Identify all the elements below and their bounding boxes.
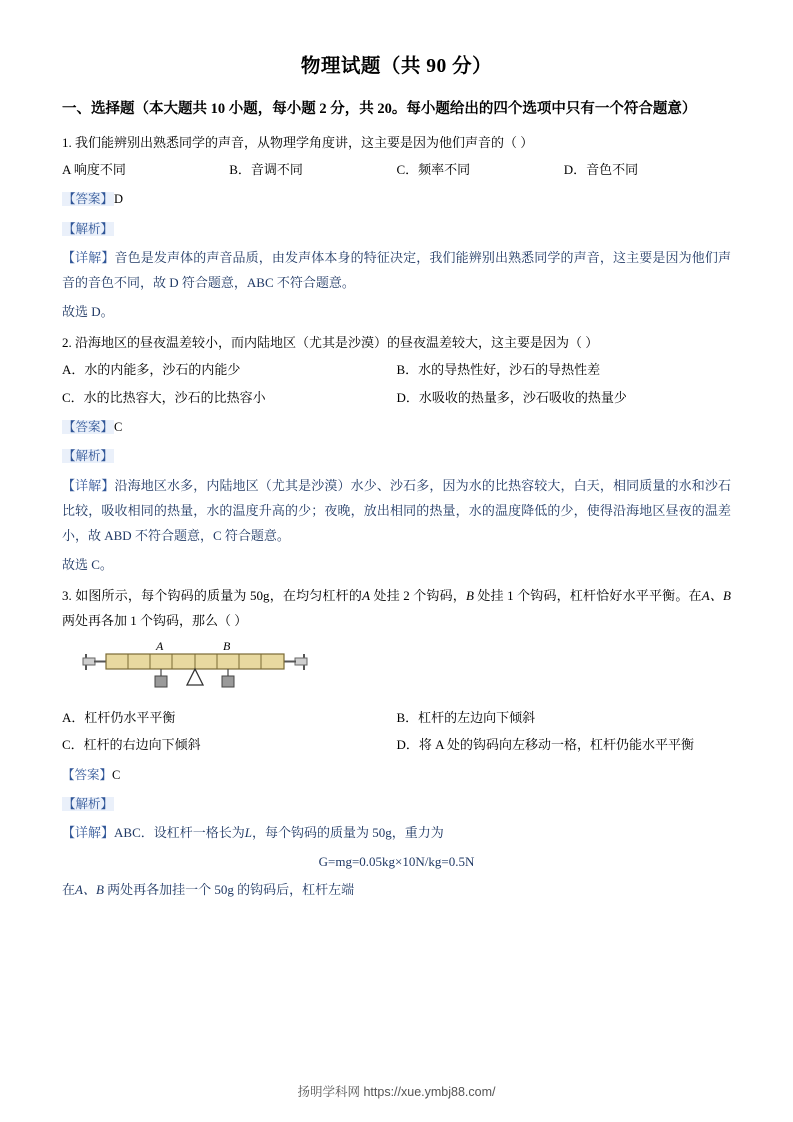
question-stem xyxy=(62,330,731,355)
options-row xyxy=(62,357,731,382)
answer-line xyxy=(62,187,731,211)
question-text-part1: 如图所示，每个钩码的质量为 50g，在均匀杠杆的 xyxy=(75,588,363,604)
detail-symbol-l: L xyxy=(244,825,252,841)
question-number: 1. xyxy=(62,134,72,150)
options-row xyxy=(62,732,731,757)
detail-label: 【详解】 xyxy=(62,249,115,265)
question-text-part4: 两处再各加 1 个钩码，那么（ ） xyxy=(62,613,248,629)
answer-label: 【答案】 xyxy=(63,420,114,435)
option-c: C．杠杆的右边向下倾斜 xyxy=(62,737,201,753)
answer-label: 【答案】 xyxy=(63,192,114,207)
question-text-part2: 处挂 2 个钩码， xyxy=(370,588,466,604)
option-b: B．杠杆的左边向下倾斜 xyxy=(396,709,536,725)
formula-line: G=mg=0.05kg×10N/kg=0.5N xyxy=(318,853,475,869)
option-d: D．水吸收的热量多，沙石吸收的热量少 xyxy=(396,389,627,405)
option-b: B．音调不同 xyxy=(229,161,303,177)
answer-label: 【答案】 xyxy=(62,767,113,782)
option-d: D．将 A 处的钩码向左移动一格，杠杆仍能水平平衡 xyxy=(396,737,695,753)
detail-suffix: ，每个钩码的质量为 50g，重力为 xyxy=(251,825,444,841)
analysis-label: 【解析】 xyxy=(63,221,114,236)
analysis-label: 【解析】 xyxy=(63,796,114,811)
question-number: 2. xyxy=(62,334,72,350)
option-a: A 响度不同 xyxy=(62,161,126,177)
question-text: 沿海地区的昼夜温差较小，而内陆地区（尤其是沙漠）的昼夜温差较大，这主要是因为（ ） xyxy=(75,334,599,350)
options-row xyxy=(62,705,731,730)
question-text: 我们能辨别出熟悉同学的声音，从物理学角度讲，这主要是因为他们声音的（ ） xyxy=(75,134,534,150)
detail-paragraph xyxy=(62,473,731,549)
page-title: 物理试题（共 90 分） xyxy=(300,56,493,77)
analysis-line xyxy=(62,792,731,816)
detail-tail xyxy=(62,877,731,902)
answer-value: D xyxy=(114,192,124,207)
option-c: C．水的比热容大，沙石的比热容小 xyxy=(62,389,266,405)
detail-symbol-ab: A、B xyxy=(75,881,104,897)
question-symbol-ab: A、B xyxy=(701,588,731,604)
option-d: D．音色不同 xyxy=(563,161,639,177)
question-symbol-a: A xyxy=(362,588,371,604)
section-heading: 一、选择题（本大题共 10 小题，每小题 2 分，共 20。每小题给出的四个选项中只有一个符合题意） xyxy=(62,101,697,118)
option-c: C．频率不同 xyxy=(396,161,471,177)
detail-tail-part1: 在 xyxy=(62,881,76,897)
lever-figure xyxy=(62,640,731,701)
detail-text: 沿海地区水多，内陆地区（尤其是沙漠）水少、沙石多，因为水的比热容较大，白天，相同质量的水和沙石比较，吸收相同的热量，水的温度升高的少；夜晚，放出相同的热量，水的温度降低的少，使得沿海地区昼夜的温差小，故 ABD 不符合题意，C 符合题意。 xyxy=(62,477,731,544)
question-number: 3. xyxy=(62,588,72,604)
detail-prefix: ABC．设杠杆一格长为 xyxy=(114,825,245,841)
detail-label: 【详解】 xyxy=(62,477,115,493)
detail-paragraph xyxy=(62,245,731,296)
option-a: A．水的内能多，沙石的内能少 xyxy=(62,362,241,378)
question-block-1 xyxy=(62,130,731,324)
detail-paragraph xyxy=(62,820,731,845)
detail-text: 音色是发声体的声音品质，由发声体本身的特征决定，我们能辨别出熟悉同学的声音，这主要是因为他们声音的音色不同，故 D 符合题意，ABC 不符合题意。 xyxy=(62,249,731,291)
conclusion-line: 故选 D。 xyxy=(62,303,114,319)
analysis-line xyxy=(62,444,731,468)
question-text-part3: 处挂 1 个钩码，杠杆恰好水平平衡。在 xyxy=(473,588,702,604)
analysis-line xyxy=(62,217,731,241)
answer-value: C xyxy=(112,767,121,782)
answer-line xyxy=(62,415,731,439)
question-symbol-b: B xyxy=(465,588,474,604)
lever-diagram-svg xyxy=(80,640,310,696)
question-block-3 xyxy=(62,583,731,902)
conclusion-line: 故选 C。 xyxy=(62,556,113,572)
answer-line xyxy=(62,763,731,787)
analysis-label: 【解析】 xyxy=(63,449,114,464)
figure-label-b: B xyxy=(223,639,231,653)
question-stem xyxy=(62,583,731,634)
detail-tail-part2: 两处再各加挂一个 50g 的钩码后，杠杆左端 xyxy=(103,881,355,897)
options-row xyxy=(62,385,731,410)
answer-value: C xyxy=(114,420,123,435)
option-b: B．水的导热性好，沙石的导热性差 xyxy=(396,362,601,378)
figure-label-a: A xyxy=(156,639,164,653)
question-stem xyxy=(62,130,731,155)
options-row xyxy=(62,157,731,182)
question-block-2 xyxy=(62,330,731,577)
detail-label: 【详解】 xyxy=(62,825,115,841)
footer-watermark: 扬明学科网 https://xue.ymbj88.com/ xyxy=(297,1085,496,1099)
option-a: A．杠杆仍水平平衡 xyxy=(62,709,176,725)
